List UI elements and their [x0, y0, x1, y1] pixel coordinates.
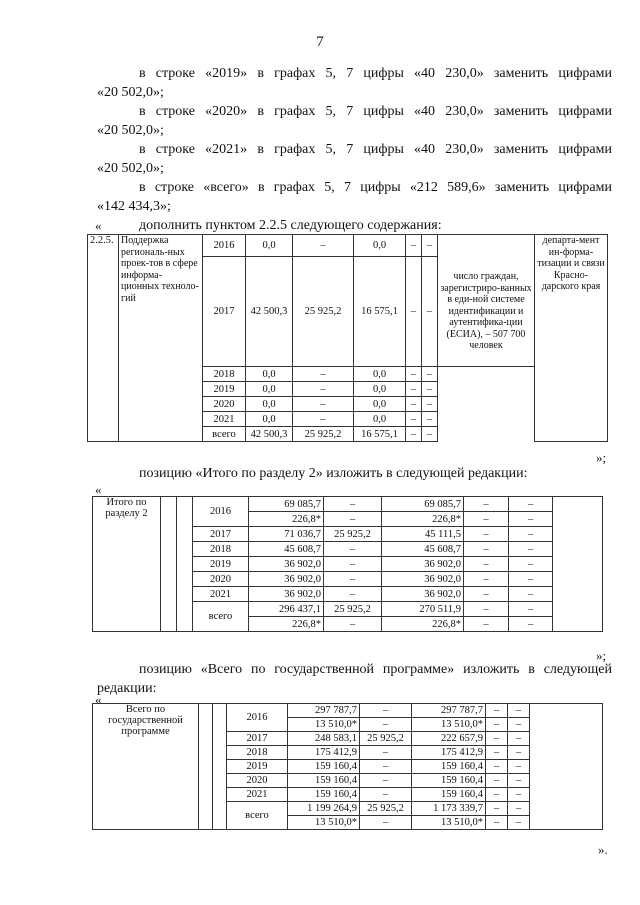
federal-cell: – [293, 235, 354, 257]
total-cell: 71 036,7 [249, 527, 324, 542]
empty-col [553, 497, 603, 632]
paragraph-total-line2: «142 434,3»; [97, 199, 171, 214]
extrabudget-cell: – [508, 732, 530, 746]
table-vsego-program [92, 703, 603, 830]
paragraph-2019-line1: в строке «2019» в графах 5, 7 цифры «40 230,0» заменить цифрами [139, 66, 612, 81]
paragraph-vsego-line2: редакции: [97, 681, 157, 696]
municipal-cell: – [486, 760, 508, 774]
total-cell: 159 160,4 [288, 760, 360, 774]
municipal-cell: – [464, 497, 509, 512]
municipal-cell: – [486, 774, 508, 788]
total-cell: 69 085,7 [249, 497, 324, 512]
regional-cell: 175 412,9 [412, 746, 486, 760]
extrabudget-cell: – [509, 602, 553, 617]
paragraph-2021-line2: «20 502,0»; [97, 161, 164, 176]
year-cell: 2018 [203, 367, 246, 382]
extrabudget-cell: – [508, 788, 530, 802]
regional-cell: 159 160,4 [412, 760, 486, 774]
federal-cell: – [360, 704, 412, 718]
regional-cell: 16 575,1 [354, 427, 406, 442]
municipal-cell: – [486, 788, 508, 802]
federal-cell: 25 925,2 [324, 602, 382, 617]
regional-cell: 270 511,9 [382, 602, 464, 617]
regional-cell: 0,0 [354, 235, 406, 257]
regional-cell: 226,8* [382, 512, 464, 527]
measure-name: Поддержка региональ-ных проек-тов в сфере информа-ционных техноло-гий [119, 235, 203, 442]
extrabudget-cell: – [422, 257, 438, 367]
federal-cell: 25 925,2 [324, 527, 382, 542]
table-point-2-2-5 [87, 234, 608, 442]
extrabudget-cell: – [508, 760, 530, 774]
regional-cell: 297 787,7 [412, 704, 486, 718]
municipal-cell: – [464, 572, 509, 587]
municipal-cell: – [486, 704, 508, 718]
open-quote-1: « [95, 218, 102, 233]
federal-cell: – [324, 572, 382, 587]
regional-cell: 1 173 339,7 [412, 802, 486, 816]
indicator-top-cell [438, 235, 535, 257]
federal-cell: 25 925,2 [360, 732, 412, 746]
paragraph-2021-line1: в строке «2021» в графах 5, 7 цифры «40 230,0» заменить цифрами [139, 142, 612, 157]
year-cell: 2016 [193, 497, 249, 527]
federal-cell: – [360, 718, 412, 732]
federal-cell: – [360, 774, 412, 788]
federal-cell: – [360, 788, 412, 802]
municipal-cell: – [406, 397, 422, 412]
year-cell: 2019 [193, 557, 249, 572]
year-cell: 2019 [203, 382, 246, 397]
extrabudget-cell: – [422, 235, 438, 257]
total-cell: 297 787,7 [288, 704, 360, 718]
extrabudget-cell: – [422, 427, 438, 442]
year-cell: 2020 [227, 774, 288, 788]
total-cell: 0,0 [246, 235, 293, 257]
municipal-cell: – [406, 427, 422, 442]
total-cell: 0,0 [246, 382, 293, 397]
municipal-cell: – [464, 587, 509, 602]
year-cell: 2021 [227, 788, 288, 802]
municipal-cell: – [464, 542, 509, 557]
federal-cell: – [324, 617, 382, 632]
year-cell: 2016 [227, 704, 288, 732]
year-cell: всего [227, 802, 288, 830]
year-cell: 2017 [193, 527, 249, 542]
total-cell: 248 583,1 [288, 732, 360, 746]
extrabudget-cell: – [509, 557, 553, 572]
total-cell: 36 902,0 [249, 587, 324, 602]
paragraph-2020-line2: «20 502,0»; [97, 123, 164, 138]
federal-cell: – [293, 367, 354, 382]
extrabudget-cell: – [508, 802, 530, 816]
year-cell: 2016 [203, 235, 246, 257]
regional-cell: 69 085,7 [382, 497, 464, 512]
regional-cell: 0,0 [354, 382, 406, 397]
extrabudget-cell: – [508, 746, 530, 760]
federal-cell: – [360, 816, 412, 830]
close-quote-3: ». [598, 842, 608, 857]
year-cell: 2018 [227, 746, 288, 760]
total-cell: 42 500,3 [246, 257, 293, 367]
federal-cell: 25 925,2 [293, 427, 354, 442]
federal-cell: – [360, 760, 412, 774]
extrabudget-cell: – [509, 527, 553, 542]
regional-cell: 13 510,0* [412, 718, 486, 732]
municipal-cell: – [406, 412, 422, 427]
extrabudget-cell: – [508, 718, 530, 732]
open-quote-3: « [95, 692, 102, 707]
total-cell: 0,0 [246, 367, 293, 382]
executor: департа-мент ин-форма-тизации и связи Красно-дарского края [535, 235, 608, 442]
federal-cell: – [324, 512, 382, 527]
empty-col [213, 704, 227, 830]
regional-cell: 0,0 [354, 412, 406, 427]
paragraph-add-point: дополнить пунктом 2.2.5 следующего содержания: [139, 218, 442, 233]
municipal-cell: – [486, 718, 508, 732]
regional-cell: 222 657,9 [412, 732, 486, 746]
paragraph-total-line1: в строке «всего» в графах 5, 7 цифры «212 589,6» заменить цифрами [139, 180, 612, 195]
extrabudget-cell: – [509, 617, 553, 632]
close-quote-2: »; [596, 648, 607, 663]
total-cell: 13 510,0* [288, 718, 360, 732]
regional-cell: 0,0 [354, 367, 406, 382]
municipal-cell: – [464, 527, 509, 542]
paragraph-2019-line2: «20 502,0»; [97, 85, 164, 100]
year-cell: 2020 [193, 572, 249, 587]
vsego-label: Всего по государственной программе [93, 704, 199, 830]
paragraph-2020-line1: в строке «2020» в графах 5, 7 цифры «40 230,0» заменить цифрами [139, 104, 612, 119]
extrabudget-cell: – [422, 412, 438, 427]
municipal-cell: – [464, 512, 509, 527]
paragraph-itogo: позицию «Итого по разделу 2» изложить в следующей редакции: [139, 466, 528, 481]
itogo-label: Итого по разделу 2 [93, 497, 161, 632]
regional-cell: 45 111,5 [382, 527, 464, 542]
municipal-cell: – [406, 382, 422, 397]
federal-cell: – [324, 542, 382, 557]
row-number: 2.2.5. [88, 235, 119, 442]
regional-cell: 45 608,7 [382, 542, 464, 557]
federal-cell: – [324, 557, 382, 572]
total-cell: 159 160,4 [288, 774, 360, 788]
empty-col [161, 497, 177, 632]
total-cell: 226,8* [249, 617, 324, 632]
municipal-cell: – [406, 235, 422, 257]
regional-cell: 16 575,1 [354, 257, 406, 367]
total-cell: 226,8* [249, 512, 324, 527]
indicator-text: число граждан, зарегистриро-ванных в еди-ной системе идентификации и аутентифика-ции (ЕСИА), – 507 700 человек [438, 257, 535, 367]
open-quote-2: « [95, 482, 102, 497]
regional-cell: 36 902,0 [382, 557, 464, 572]
federal-cell: – [293, 412, 354, 427]
year-cell: 2017 [227, 732, 288, 746]
regional-cell: 159 160,4 [412, 774, 486, 788]
regional-cell: 13 510,0* [412, 816, 486, 830]
municipal-cell: – [464, 602, 509, 617]
municipal-cell: – [486, 732, 508, 746]
municipal-cell: – [464, 557, 509, 572]
total-cell: 36 902,0 [249, 572, 324, 587]
indicator-empty [438, 367, 535, 442]
municipal-cell: – [486, 816, 508, 830]
total-cell: 13 510,0* [288, 816, 360, 830]
extrabudget-cell: – [422, 367, 438, 382]
federal-cell: – [324, 497, 382, 512]
year-cell: 2021 [203, 412, 246, 427]
total-cell: 42 500,3 [246, 427, 293, 442]
federal-cell: 25 925,2 [293, 257, 354, 367]
extrabudget-cell: – [422, 397, 438, 412]
table-itogo-section-2 [92, 496, 603, 632]
municipal-cell: – [486, 746, 508, 760]
extrabudget-cell: – [508, 774, 530, 788]
year-cell: 2018 [193, 542, 249, 557]
extrabudget-cell: – [509, 512, 553, 527]
total-cell: 45 608,7 [249, 542, 324, 557]
paragraph-vsego-line1: позицию «Всего по государственной программе» изложить в следующей [139, 662, 612, 677]
extrabudget-cell: – [509, 587, 553, 602]
year-cell: всего [203, 427, 246, 442]
extrabudget-cell: – [509, 572, 553, 587]
federal-cell: – [324, 587, 382, 602]
total-cell: 159 160,4 [288, 788, 360, 802]
extrabudget-cell: – [509, 542, 553, 557]
total-cell: 1 199 264,9 [288, 802, 360, 816]
regional-cell: 0,0 [354, 397, 406, 412]
total-cell: 175 412,9 [288, 746, 360, 760]
year-cell: 2017 [203, 257, 246, 367]
extrabudget-cell: – [509, 497, 553, 512]
total-cell: 0,0 [246, 412, 293, 427]
total-cell: 0,0 [246, 397, 293, 412]
total-cell: 36 902,0 [249, 557, 324, 572]
year-cell: 2020 [203, 397, 246, 412]
page-number: 7 [316, 34, 324, 50]
year-cell: 2021 [193, 587, 249, 602]
extrabudget-cell: – [508, 704, 530, 718]
empty-col [199, 704, 213, 830]
federal-cell: – [360, 746, 412, 760]
regional-cell: 36 902,0 [382, 572, 464, 587]
extrabudget-cell: – [422, 382, 438, 397]
federal-cell: 25 925,2 [360, 802, 412, 816]
regional-cell: 159 160,4 [412, 788, 486, 802]
federal-cell: – [293, 382, 354, 397]
municipal-cell: – [406, 367, 422, 382]
empty-col [177, 497, 193, 632]
extrabudget-cell: – [508, 816, 530, 830]
year-cell: всего [193, 602, 249, 632]
year-cell: 2019 [227, 760, 288, 774]
municipal-cell: – [464, 617, 509, 632]
regional-cell: 226,8* [382, 617, 464, 632]
total-cell: 296 437,1 [249, 602, 324, 617]
regional-cell: 36 902,0 [382, 587, 464, 602]
federal-cell: – [293, 397, 354, 412]
municipal-cell: – [486, 802, 508, 816]
empty-col [530, 704, 603, 830]
close-quote-1: »; [596, 450, 607, 465]
municipal-cell: – [406, 257, 422, 367]
